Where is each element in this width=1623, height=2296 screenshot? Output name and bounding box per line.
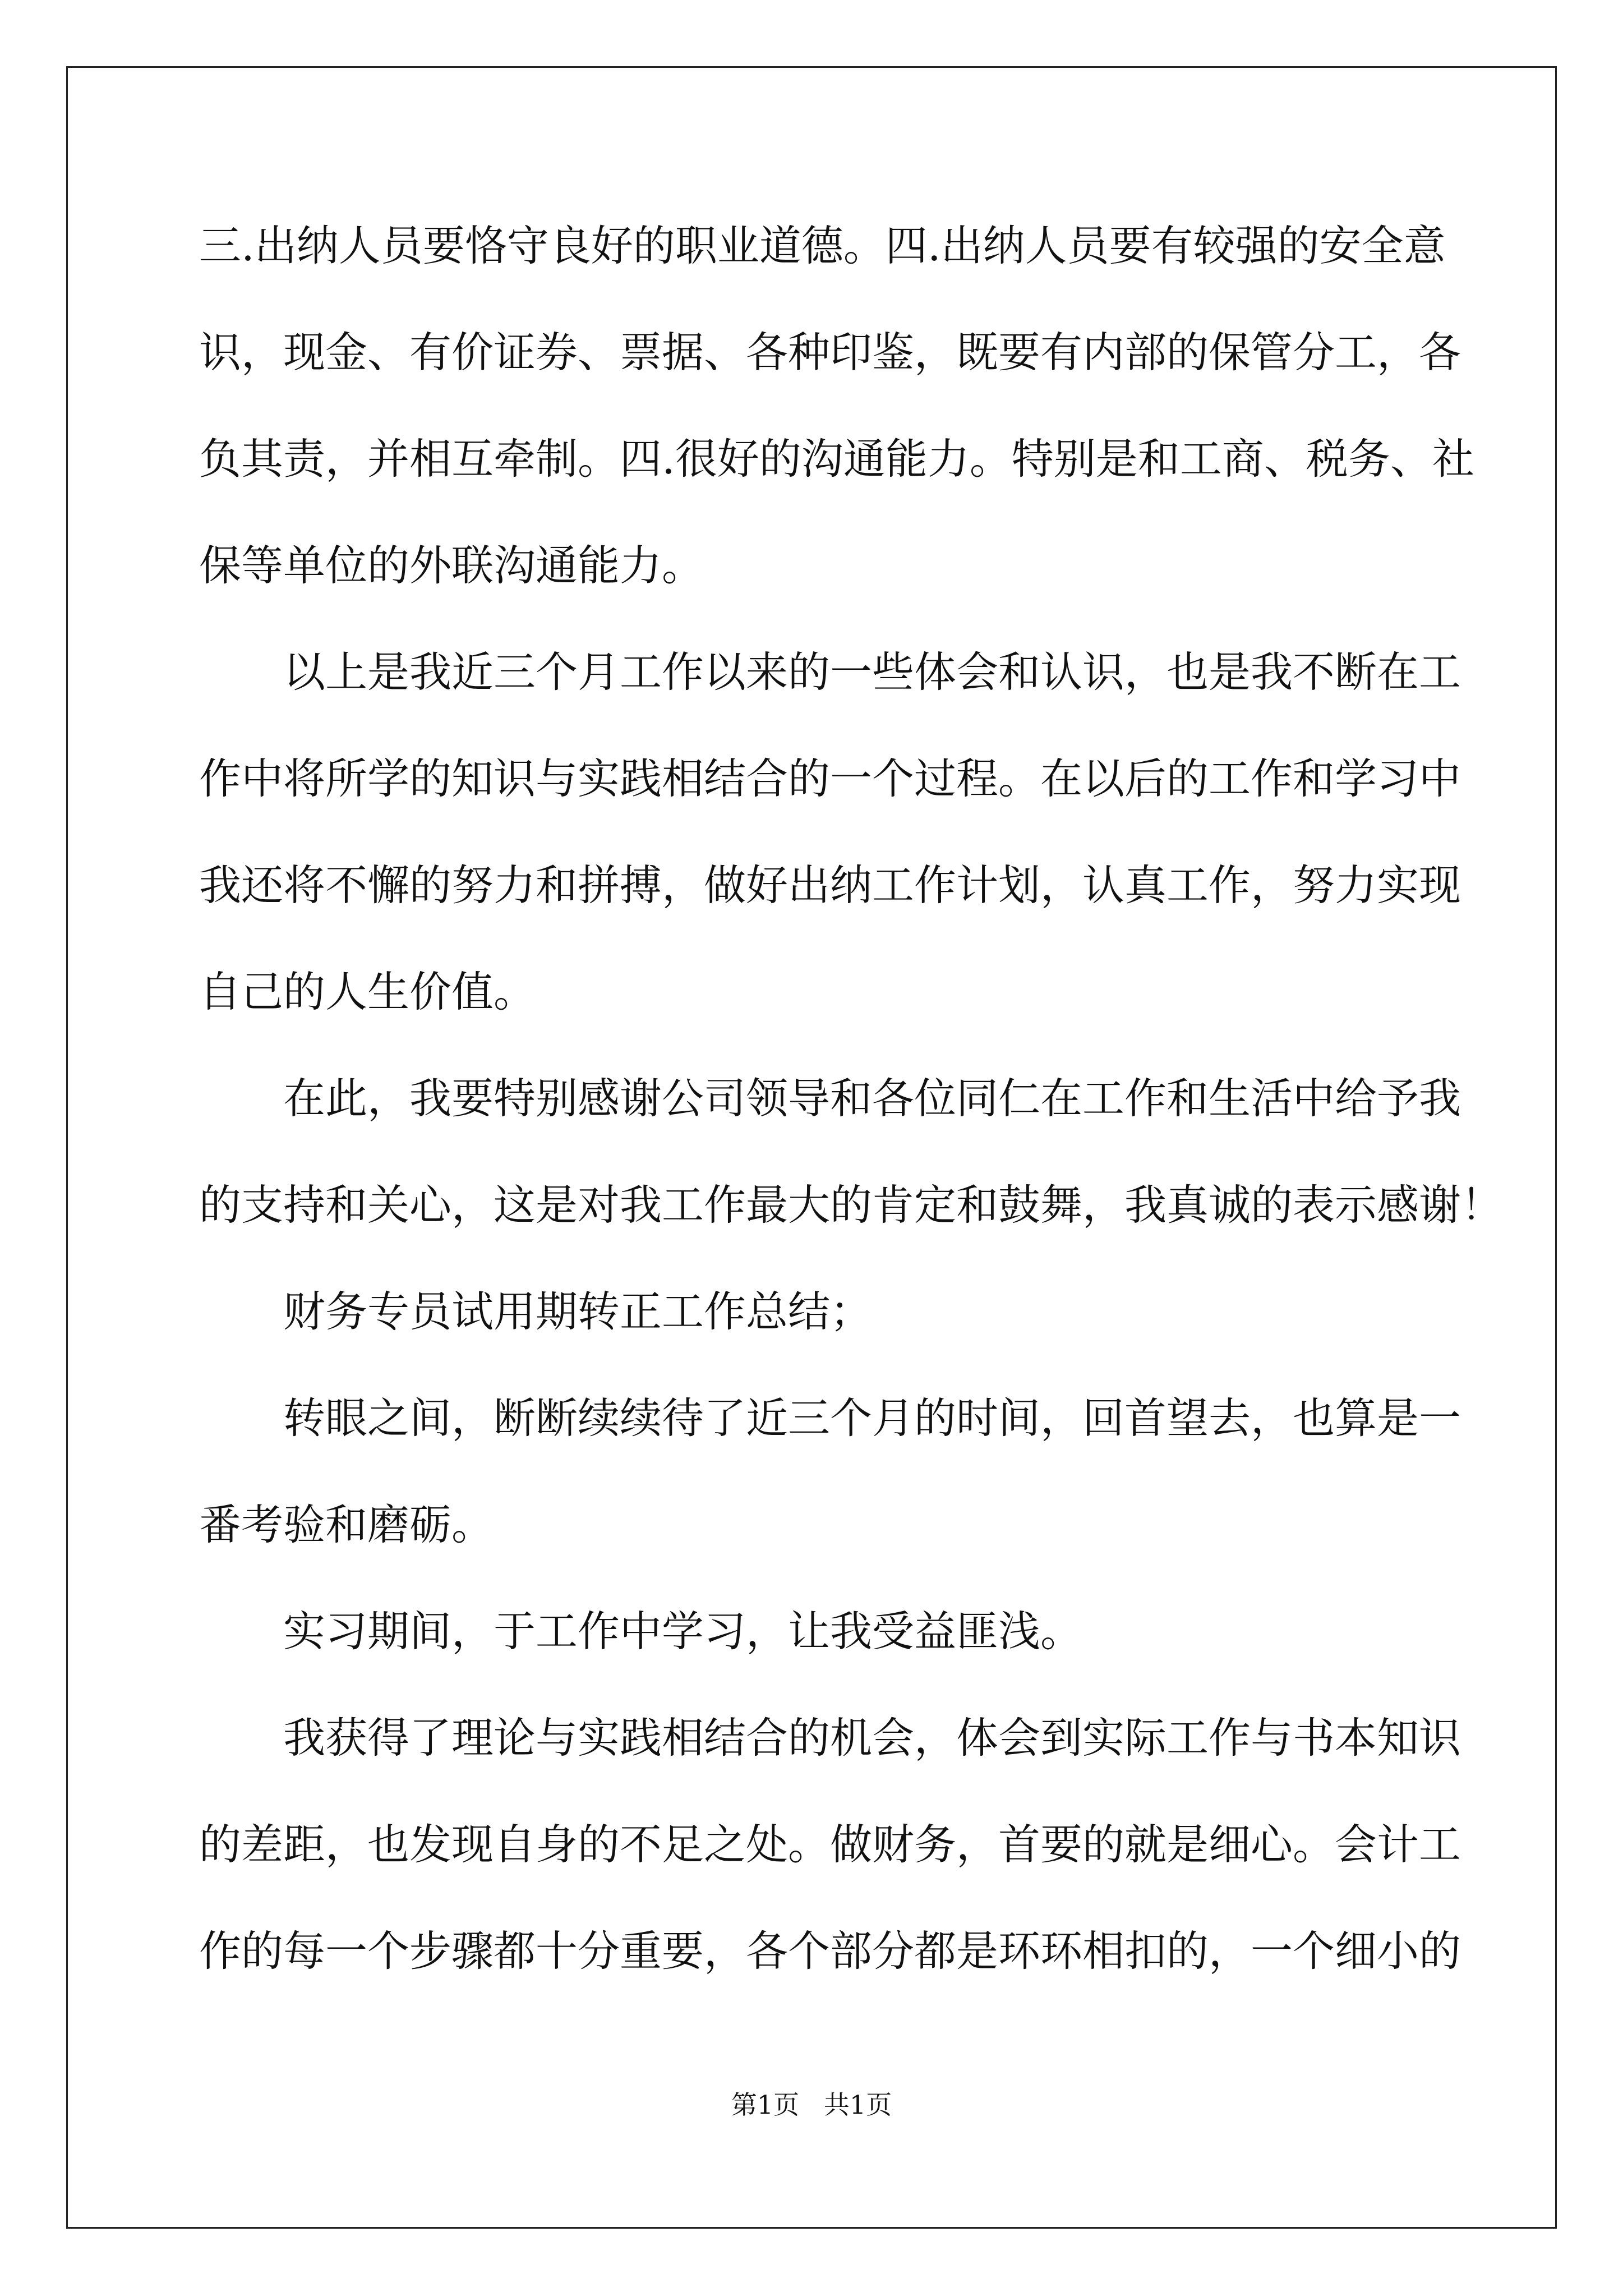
text-line-2: 识，现金、有价证券、票据、各种印鉴，既要有内部的保管分工，各 [199,328,1461,377]
text-line-1: 三.出纳人员要恪守良好的职业道德。四.出纳人员要有较强的安全意 [199,221,1446,270]
text-line-17: 作的每一个步骤都十分重要，各个部分都是环环相扣的，一个细小的 [199,1926,1461,1976]
text-line-3: 负其责，并相互牵制。四.很好的沟通能力。特别是和工商、税务、社 [199,434,1474,484]
text-line-9: 在此，我要特别感谢公司领导和各位同仁在工作和生活中给予我 [283,1074,1461,1123]
text-line-14: 实习期间，于工作中学习，让我受益匪浅。 [283,1607,1083,1656]
text-line-13: 番考验和磨砺。 [199,1500,494,1549]
text-line-7: 我还将不懈的努力和拼搏，做好出纳工作计划，认真工作，努力实现 [199,861,1461,910]
text-line-12: 转眼之间，断断续续待了近三个月的时间，回首望去，也算是一 [283,1393,1461,1443]
text-line-15: 我获得了理论与实践相结合的机会，体会到实际工作与书本知识 [283,1713,1461,1763]
text-line-4: 保等单位的外联沟通能力。 [199,541,704,590]
page-footer: 第1页 共1页 [731,2090,892,2120]
text-line-8: 自己的人生价值。 [199,967,536,1016]
text-line-5: 以上是我近三个月工作以来的一些体会和认识，也是我不断在工 [283,647,1461,697]
text-line-6: 作中将所学的知识与实践相结合的一个过程。在以后的工作和学习中 [199,754,1461,803]
text-line-10: 的支持和关心，这是对我工作最大的肯定和鼓舞，我真诚的表示感谢！ [199,1180,1504,1230]
text-line-11: 财务专员试用期转正工作总结； [283,1287,873,1336]
text-line-16: 的差距，也发现自身的不足之处。做财务，首要的就是细心。会计工 [199,1820,1461,1869]
